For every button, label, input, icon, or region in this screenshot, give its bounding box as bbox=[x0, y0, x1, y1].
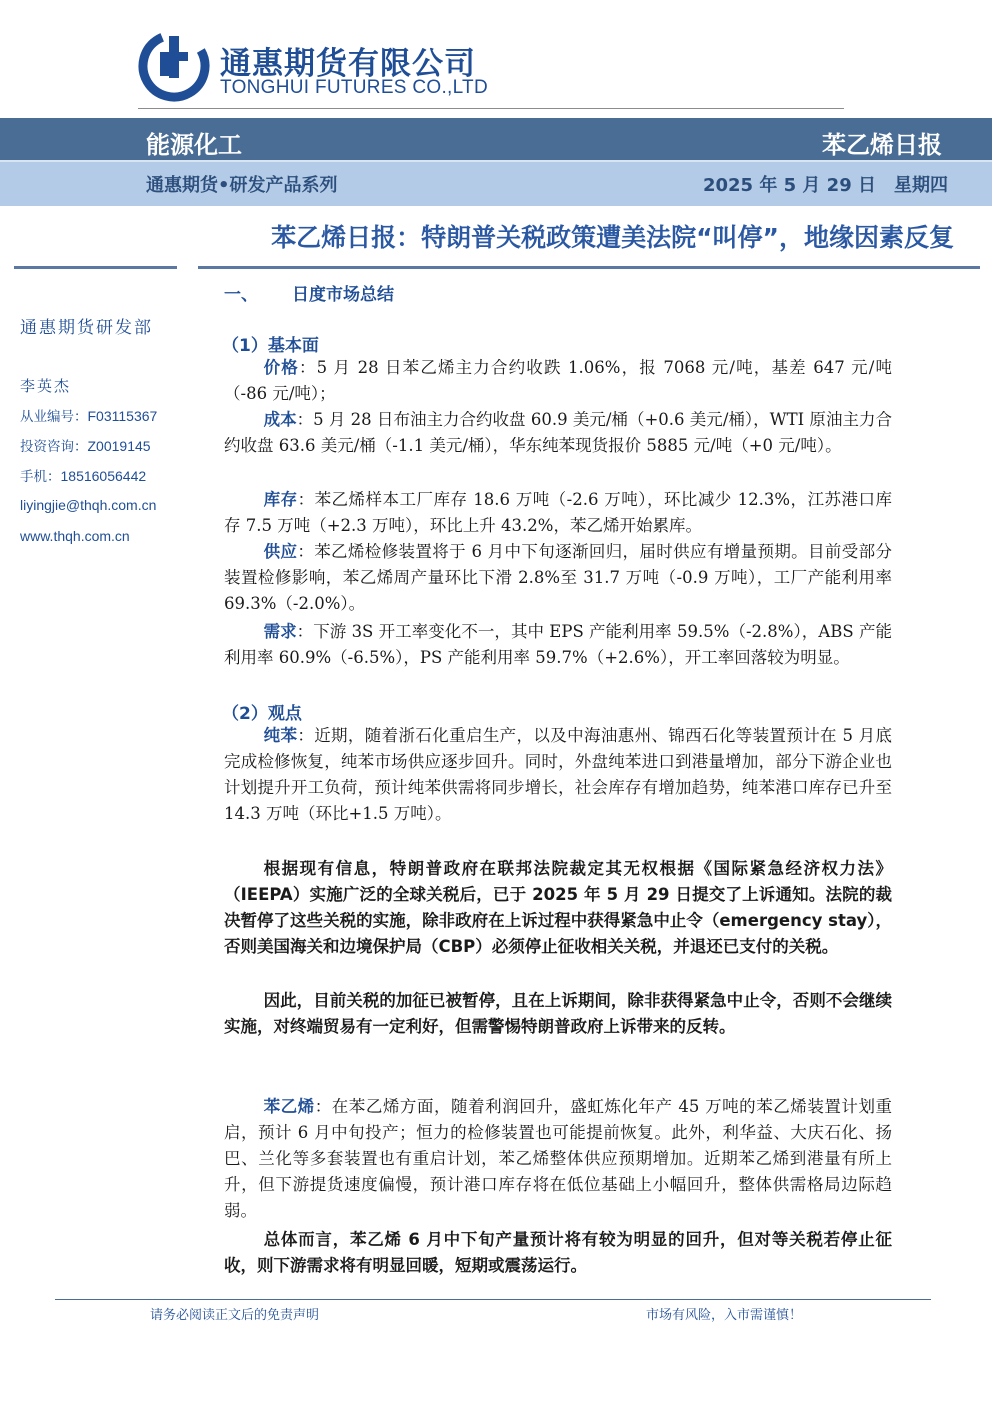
sidebar-analyst: 李英杰 bbox=[20, 377, 72, 395]
company-name-en: TONGHUI FUTURES CO.,LTD bbox=[220, 77, 488, 98]
cost-text: ：5 月 28 日布油主力合约收盘 60.9 美元/桶（+0.6 美元/桶），WTI 原油主力合约收盘 63.6 美元/桶（-1.1 美元/桶），华东纯苯现货报价 5885 元/吨（+0 元/吨）。 bbox=[224, 410, 892, 455]
section-heading bbox=[224, 280, 394, 305]
consult-value: Z0019145 bbox=[87, 438, 151, 454]
demand-text: ：下游 3S 开工率变化不一，其中 EPS 产能利用率 59.5%（-2.8%），ABS 产能利用率 60.9%（-6.5%），PS 产能利用率 59.7%（+2.6%），开工率回落较为明显。 bbox=[224, 622, 892, 667]
series-label: 通惠期货•研发产品系列 bbox=[146, 175, 338, 196]
sidebar-website[interactable]: www.thqh.com.cn bbox=[20, 528, 130, 544]
sidebar-email[interactable]: liyingjie@thqh.com.cn bbox=[20, 497, 157, 513]
inventory-key: 库存 bbox=[263, 490, 298, 509]
consult-label: 投资咨询： bbox=[20, 439, 88, 455]
phone-value: 18516056442 bbox=[60, 468, 147, 484]
para-supply bbox=[224, 539, 892, 617]
company-logo-icon bbox=[138, 30, 210, 102]
para-tariff-2: 因此，目前关税的加征已被暂停，且在上诉期间，除非获得紧急中止令，否则不会继续实施，对终端贸易有一定利好，但需警惕特朗普政府上诉带来的反转。 bbox=[224, 991, 892, 1036]
date-text: 2025 年 5 月 29 日 bbox=[702, 175, 876, 196]
inventory-text: ：苯乙烯样本工厂库存 18.6 万吨（-2.6 万吨），环比减少 12.3%，江苏港口库存 7.5 万吨（+2.3 万吨），环比上升 43.2%，苯乙烯开始累库。 bbox=[224, 490, 892, 535]
price-text: ：5 月 28 日苯乙烯主力合约收跌 1.06%，报 7068 元/吨，基差 647 元/吨（-86 元/吨）； bbox=[224, 358, 893, 403]
supply-text: ：苯乙烯检修装置将于 6 月中下旬逐渐回归，届时供应有增量预期。目前受部分装置检修影响，苯乙烯周产量环比下滑 2.8%至 31.7 万吨（-0.9 万吨），工厂产能利用率 69.3%（-2.0%）。 bbox=[224, 542, 892, 613]
cost-key: 成本 bbox=[263, 410, 297, 429]
section-number: 一、 bbox=[224, 285, 258, 305]
report-date bbox=[703, 171, 948, 197]
phone-label: 手机： bbox=[20, 469, 61, 485]
sidebar-phone bbox=[20, 465, 146, 485]
report-name: 苯乙烯日报 bbox=[822, 131, 942, 159]
license-label: 从业编号： bbox=[20, 409, 88, 425]
title-rule-left bbox=[14, 266, 177, 269]
sidebar-license bbox=[20, 405, 157, 425]
para-inventory bbox=[224, 487, 892, 539]
demand-key: 需求 bbox=[263, 622, 297, 641]
company-name-cn: 通惠期货有限公司 bbox=[220, 46, 476, 82]
supply-key: 供应 bbox=[263, 542, 298, 561]
weekday-text: 星期四 bbox=[894, 175, 948, 196]
sidebar-consult bbox=[20, 435, 151, 455]
para-benzene bbox=[224, 723, 892, 827]
price-key: 价格 bbox=[263, 358, 299, 377]
benzene-key: 纯苯 bbox=[263, 726, 298, 745]
sidebar-dept: 通惠期货研发部 bbox=[20, 318, 153, 338]
section-title: 日度市场总结 bbox=[292, 285, 394, 305]
para-cost bbox=[224, 407, 892, 459]
header-rule bbox=[138, 108, 844, 109]
para-tariff-1: 根据现有信息，特朗普政府在联邦法院裁定其无权根据《国际紧急经济权力法》（IEEPA）实施广泛的全球关税后，已于 2025 年 5 月 29 日提交了上诉通知。法院的裁决暂停了这些关税的实施，除非政府在上诉过程中获得紧急中止令（emergency stay），否则美国海关和边境保护局（CBP）必须停止征收相关关税，并退还已支付的关税。 bbox=[224, 859, 892, 956]
footer-risk: 市场有风险，入市需谨慎！ bbox=[646, 1308, 803, 1323]
license-value: F03115367 bbox=[87, 408, 158, 424]
para-styrene bbox=[224, 1094, 892, 1224]
para-summary: 总体而言，苯乙烯 6 月中下旬产量预计将有较为明显的回升，但对等关税若停止征收，则下游需求将有明显回暖，短期或震荡运行。 bbox=[224, 1230, 892, 1275]
styrene-key: 苯乙烯 bbox=[263, 1097, 315, 1116]
report-title: 苯乙烯日报：特朗普关税政策遭美法院“叫停”，地缘因素反复 bbox=[271, 223, 954, 252]
title-rule-right bbox=[198, 266, 980, 269]
footer-rule bbox=[55, 1299, 931, 1300]
para-demand bbox=[224, 619, 892, 671]
sector-label: 能源化工 bbox=[146, 131, 242, 159]
subhead-fundamentals: （1）基本面 bbox=[222, 336, 319, 356]
subhead-views: （2）观点 bbox=[222, 704, 302, 724]
styrene-text: ：在苯乙烯方面，随着利润回升，盛虹炼化年产 45 万吨的苯乙烯装置计划重启，预计 6 月中旬投产；恒力的检修装置也可能提前恢复。此外，利华益、大庆石化、扬巴、兰化等多套装置也有重启计划，苯乙烯整体供应预期增加。近期苯乙烯到港量有所上升，但下游提货速度偏慢，预计港口库存将在低位基础上小幅回升，整体供需格局边际趋弱。 bbox=[224, 1097, 892, 1220]
benzene-text: ：近期，随着浙石化重启生产，以及中海油惠州、锦西石化等装置预计在 5 月底完成检修恢复，纯苯市场供应逐步回升。同时，外盘纯苯进口到港量增加，部分下游企业也计划提升开工负荷，预计纯苯供需将同步增长，社会库存有增加趋势，纯苯港口库存已升至 14.3 万吨（环比+1.5 万吨）。 bbox=[224, 726, 892, 823]
footer-disclaimer: 请务必阅读正文后的免责声明 bbox=[150, 1308, 320, 1323]
para-price bbox=[224, 355, 892, 407]
